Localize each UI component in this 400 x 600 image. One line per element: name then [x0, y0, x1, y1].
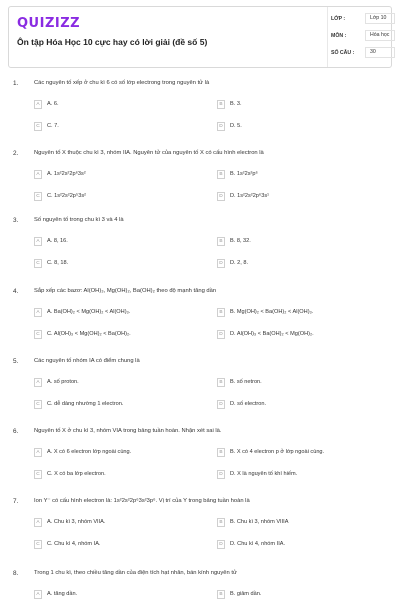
- question-number: 1.: [13, 80, 19, 87]
- option-text: B. Mg(OH)₂ < Ba(OH)₂ < Al(OH)₃.: [230, 309, 314, 315]
- option-text: B. số netron.: [230, 379, 262, 385]
- option-text: C. Chu kì 4, nhóm IA.: [47, 541, 101, 547]
- option-text: D. 1s²2s²2p⁶3s¹: [230, 193, 269, 199]
- quizizz-logo: QUIZIZZ: [17, 16, 81, 31]
- option-letter-box: A: [34, 100, 42, 109]
- option-letter-box: A: [34, 590, 42, 599]
- question-number: 4.: [13, 288, 19, 295]
- option-text: B. 3.: [230, 101, 242, 107]
- worksheet-title: Ôn tập Hóa Học 10 cực hay có lời giải (đề số 5): [17, 37, 208, 47]
- question-text: Các nguyên tố xếp ở chu kì 6 có số lớp electrong trong nguyên tử là: [34, 80, 210, 86]
- option-text: D. số electron.: [230, 401, 267, 407]
- option-letter-box: B: [217, 100, 225, 109]
- question-text: Ion Y⁻ có cấu hình electron là: 1s²2s²2p⁶3s²3p⁶. Vị trí của Y trong bảng tuần hoàn là: [34, 498, 250, 504]
- option-letter-box: A: [34, 378, 42, 387]
- option-letter-box: B: [217, 308, 225, 317]
- question-number: 7.: [13, 498, 19, 505]
- option-letter-box: A: [34, 237, 42, 246]
- option-letter-box: B: [217, 170, 225, 179]
- option-text: D. 5.: [230, 123, 242, 129]
- option-letter-box: B: [217, 518, 225, 527]
- question-text: Sắp xếp các bazơ: Al(OH)₃, Mg(OH)₂, Ba(OH)₂ theo độ mạnh tăng dần: [34, 288, 217, 294]
- question-count-value: 30: [365, 47, 395, 58]
- option-text: A. 1s²2s²2p⁶3s²: [47, 171, 86, 177]
- option-letter-box: B: [217, 237, 225, 246]
- option-letter-box: D: [217, 122, 225, 131]
- option-letter-box: C: [34, 122, 42, 131]
- option-text: B. giảm dần.: [230, 591, 262, 597]
- question-text: Nguyên tố X ở chu kì 3, nhóm VIA trong bảng tuần hoàn. Nhận xét sai là.: [34, 428, 222, 434]
- option-letter-box: A: [34, 308, 42, 317]
- option-letter-box: D: [217, 192, 225, 201]
- question-number: 5.: [13, 358, 19, 365]
- option-letter-box: B: [217, 590, 225, 599]
- option-text: C. dễ dàng nhường 1 electron.: [47, 401, 124, 407]
- option-letter-box: A: [34, 448, 42, 457]
- option-letter-box: D: [217, 259, 225, 268]
- option-text: D. Al(OH)₃ < Ba(OH)₂ < Mg(OH)₂.: [230, 331, 314, 337]
- option-text: B. X có 4 electron p ở lớp ngoài cùng.: [230, 449, 325, 455]
- option-text: B. 1s²2s²p⁶: [230, 171, 258, 177]
- option-letter-box: B: [217, 378, 225, 387]
- question-text: Nguyên tố X thuộc chu kì 3, nhóm IIA. Nguyên tử của nguyên tố X có cấu hình electron là: [34, 150, 264, 156]
- question-count-label: SỐ CÂU :: [331, 50, 355, 56]
- question-text: Trong 1 chu kì, theo chiều tăng dần của điện tích hạt nhân, bán kính nguyên tử: [34, 570, 237, 576]
- option-text: B. 8, 32.: [230, 238, 251, 244]
- option-text: A. tăng dần.: [47, 591, 78, 597]
- option-letter-box: B: [217, 448, 225, 457]
- worksheet-header: [8, 6, 392, 68]
- subject-label: MÔN :: [331, 33, 347, 39]
- option-letter-box: D: [217, 470, 225, 479]
- option-text: C. 8, 18.: [47, 260, 69, 266]
- option-text: A. số proton.: [47, 379, 79, 385]
- option-text: C. 1s²2s²2p⁵3s²: [47, 193, 87, 199]
- option-letter-box: C: [34, 330, 42, 339]
- option-text: A. 8, 16.: [47, 238, 68, 244]
- option-letter-box: D: [217, 330, 225, 339]
- option-text: C. 7.: [47, 123, 59, 129]
- question-number: 8.: [13, 570, 19, 577]
- option-letter-box: A: [34, 518, 42, 527]
- option-letter-box: C: [34, 192, 42, 201]
- option-text: A. Chu kì 3, nhóm VIIA.: [47, 519, 106, 525]
- question-number: 3.: [13, 217, 19, 224]
- option-text: C. X có ba lớp electron.: [47, 471, 106, 477]
- option-letter-box: C: [34, 470, 42, 479]
- option-text: A. X có 6 electron lớp ngoài cùng.: [47, 449, 132, 455]
- option-text: D. Chu kì 4, nhóm IIA.: [230, 541, 286, 547]
- option-letter-box: C: [34, 540, 42, 549]
- option-text: A. 6.: [47, 101, 59, 107]
- question-number: 6.: [13, 428, 19, 435]
- question-text: Số nguyên tố trong chu kì 3 và 4 là: [34, 217, 124, 223]
- option-text: D. X là nguyên tố khí hiếm.: [230, 471, 298, 477]
- option-letter-box: C: [34, 400, 42, 409]
- grade-value: Lớp 10: [365, 13, 395, 24]
- option-text: C. Al(OH)₃ < Mg(OH)₂ < Ba(OH)₂.: [47, 331, 131, 337]
- option-letter-box: D: [217, 540, 225, 549]
- option-letter-box: A: [34, 170, 42, 179]
- option-text: B. Chu kì 3, nhóm VIIIA: [230, 519, 289, 525]
- question-number: 2.: [13, 150, 19, 157]
- option-letter-box: C: [34, 259, 42, 268]
- subject-value: Hóa học: [365, 30, 395, 41]
- option-text: D. 2, 8.: [230, 260, 249, 266]
- grade-label: LỚP :: [331, 16, 346, 22]
- question-text: Các nguyên tố nhóm IA có điểm chung là: [34, 358, 140, 364]
- header-divider: [327, 7, 328, 67]
- option-text: A. Ba(OH)₂ < Mg(OH)₂ < Al(OH)₃.: [47, 309, 131, 315]
- option-letter-box: D: [217, 400, 225, 409]
